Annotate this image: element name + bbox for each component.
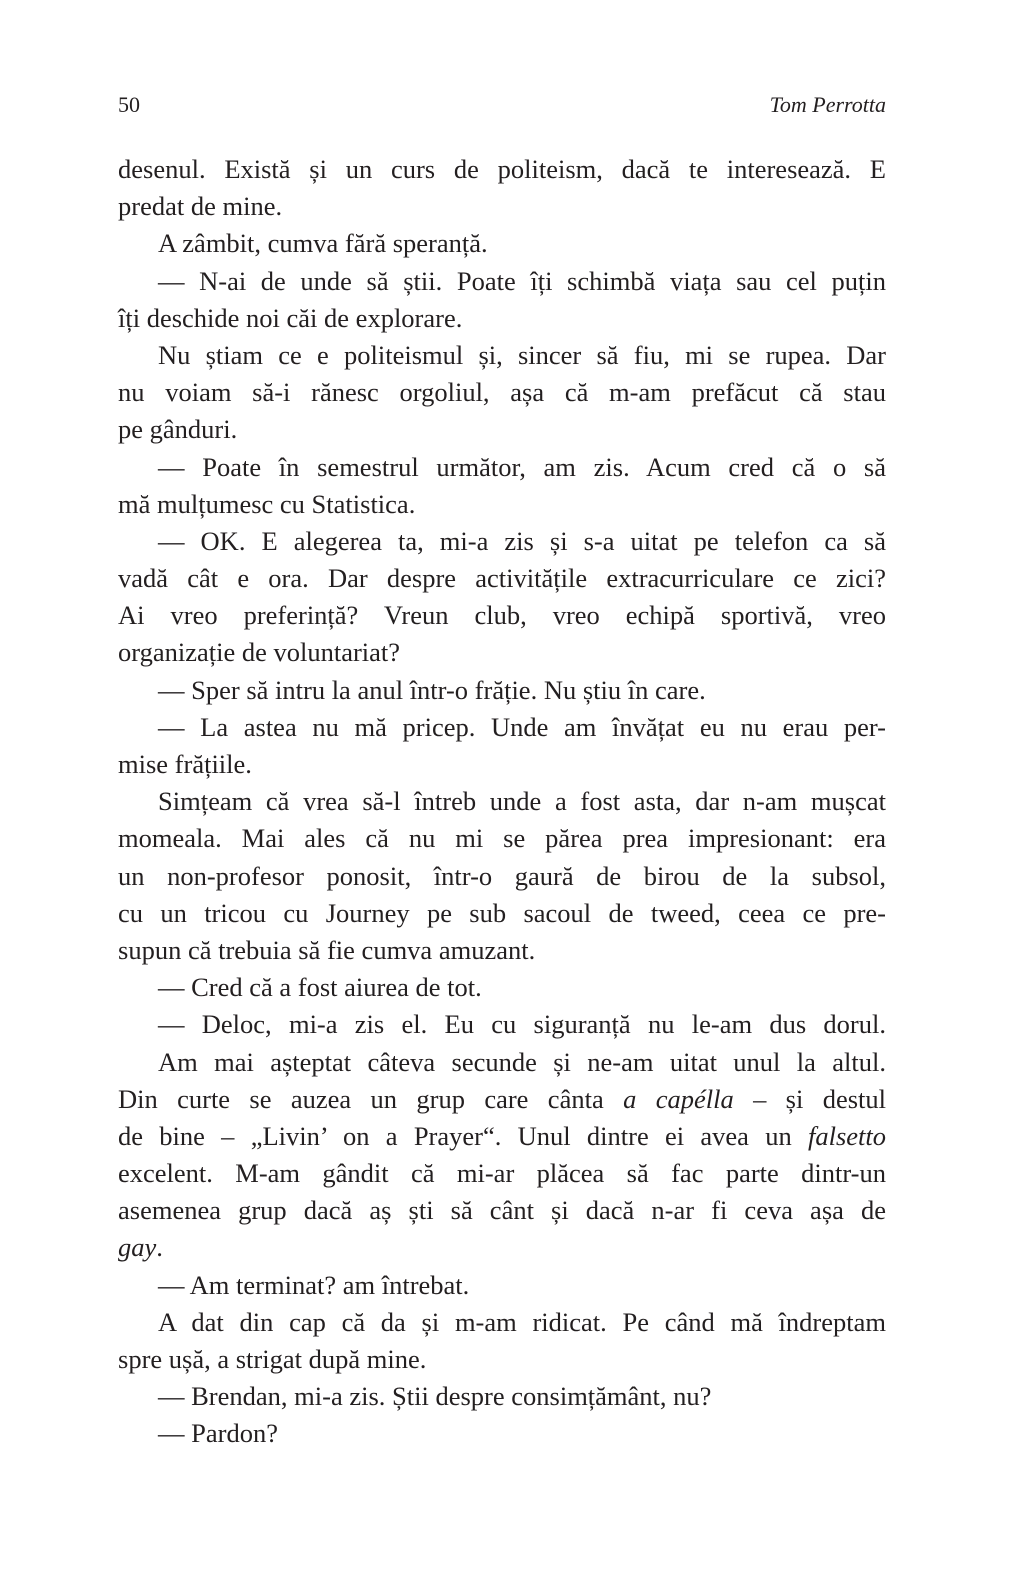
italic-text: a capélla (623, 1083, 734, 1114)
text-line (118, 895, 886, 932)
text-segment: — Deloc, mi-a zis el. Eu cu siguranță nu le-am dus dorul. (158, 1009, 886, 1040)
text-line (118, 374, 886, 411)
text-line (118, 597, 886, 634)
text-line (118, 523, 886, 560)
text-segment: — Pardon? (158, 1418, 278, 1449)
text-segment: momeala. Mai ales că nu mi se părea prea impresionant: era (118, 823, 886, 854)
text-line (118, 411, 886, 448)
text-segment: de bine – „Livin’ on a Prayer“. Unul dintre ei avea un (118, 1120, 808, 1151)
text-segment: Simțeam că vrea să-l întreb unde a fost asta, dar n-am mușcat (158, 786, 886, 817)
text-line (118, 225, 886, 262)
text-segment: îți deschide noi căi de explorare. (118, 302, 463, 333)
text-line (118, 746, 886, 783)
text-segment: desenul. Există și un curs de politeism, dacă te interesează. E (118, 154, 886, 184)
text-line (118, 337, 886, 374)
body-text (118, 151, 886, 1453)
text-line (118, 1192, 886, 1229)
text-segment: — Cred că a fost aiurea de tot. (158, 972, 482, 1003)
text-line (118, 969, 886, 1006)
text-line (118, 1155, 886, 1192)
text-line (118, 263, 886, 300)
text-line (118, 634, 886, 671)
text-line (118, 449, 886, 486)
running-title-author: Tom Perrotta (769, 92, 886, 117)
text-line (118, 672, 886, 709)
page-number: 50 (118, 92, 140, 117)
text-segment: un non-profesor ponosit, într-o gaură de birou de la subsol, (118, 860, 886, 891)
text-line (118, 1267, 886, 1304)
text-line (118, 783, 886, 820)
text-segment: vadă cât e ora. Dar despre activitățile extracurriculare ce zici? (118, 563, 886, 594)
page-header (118, 88, 886, 122)
text-line (118, 1006, 886, 1043)
text-line (118, 151, 886, 188)
text-segment: spre ușă, a strigat după mine. (118, 1344, 427, 1374)
text-line (118, 709, 886, 746)
text-line (118, 1415, 886, 1452)
text-segment: Ai vreo preferință? Vreun club, vreo echipă sportivă, vreo (118, 600, 886, 631)
text-line (118, 1378, 886, 1415)
text-segment: Am mai așteptat câteva secunde și ne-am uitat unul la altul. (158, 1046, 886, 1077)
text-segment: mă mulțumesc cu Statistica. (118, 488, 416, 519)
text-segment: nu voiam să-i rănesc orgoliul, așa că m-am prefăcut că stau (118, 377, 886, 408)
text-line (118, 1304, 886, 1341)
text-line (118, 300, 886, 337)
text-segment: — Poate în semestrul următor, am zis. Acum cred că o să (158, 451, 886, 482)
text-segment: mise frățiile. (118, 749, 252, 779)
text-segment: — N-ai de unde să știi. Poate îți schimbă viața sau cel puțin (158, 265, 886, 296)
italic-text: falsetto (807, 1120, 886, 1151)
text-segment: — Am terminat? am întrebat. (158, 1269, 470, 1300)
text-segment: cu un tricou cu Journey pe sub sacoul de tweed, ceea ce pre- (118, 897, 886, 928)
text-line (118, 820, 886, 857)
text-segment: organizație de voluntariat? (118, 637, 401, 668)
text-line (118, 932, 886, 969)
text-segment: — Sper să intru la anul într-o frăție. Nu știu în care. (158, 674, 706, 705)
text-line (118, 560, 886, 597)
text-segment: — OK. E alegerea ta, mi-a zis și s-a uitat pe telefon ca să (158, 525, 886, 556)
text-segment: pe gânduri. (118, 414, 238, 445)
text-line (118, 486, 886, 523)
text-segment: supun că trebuia să fie cumva amuzant. (118, 934, 536, 965)
text-segment: asemenea grup dacă aș ști să cânt și dacă n-ar fi ceva așa de (118, 1195, 886, 1226)
text-line (118, 1229, 886, 1266)
text-segment: – și destul (733, 1083, 887, 1114)
text-segment: A dat din cap că da și m-am ridicat. Pe când mă îndreptam (158, 1306, 886, 1337)
text-segment: excelent. M-am gândit că mi-ar plăcea să fac parte dintr-un (118, 1158, 886, 1189)
text-line (118, 188, 886, 225)
italic-text: gay (118, 1232, 157, 1263)
text-segment: — La astea nu mă pricep. Unde am învățat eu nu erau per- (158, 711, 886, 742)
text-line (118, 1044, 886, 1081)
text-segment: predat de mine. (118, 191, 283, 222)
text-segment: Din curte se auzea un grup care cânta (118, 1083, 624, 1114)
text-line (118, 858, 886, 895)
text-segment: . (156, 1232, 163, 1263)
text-line (118, 1081, 886, 1118)
text-line (118, 1118, 886, 1155)
text-segment: — Brendan, mi-a zis. Știi despre consimțământ, nu? (158, 1381, 712, 1412)
text-segment: Nu știam ce e politeismul și, sincer să fiu, mi se rupea. Dar (158, 339, 886, 370)
text-segment: A zâmbit, cumva fără speranță. (158, 228, 488, 259)
text-line (118, 1341, 886, 1378)
